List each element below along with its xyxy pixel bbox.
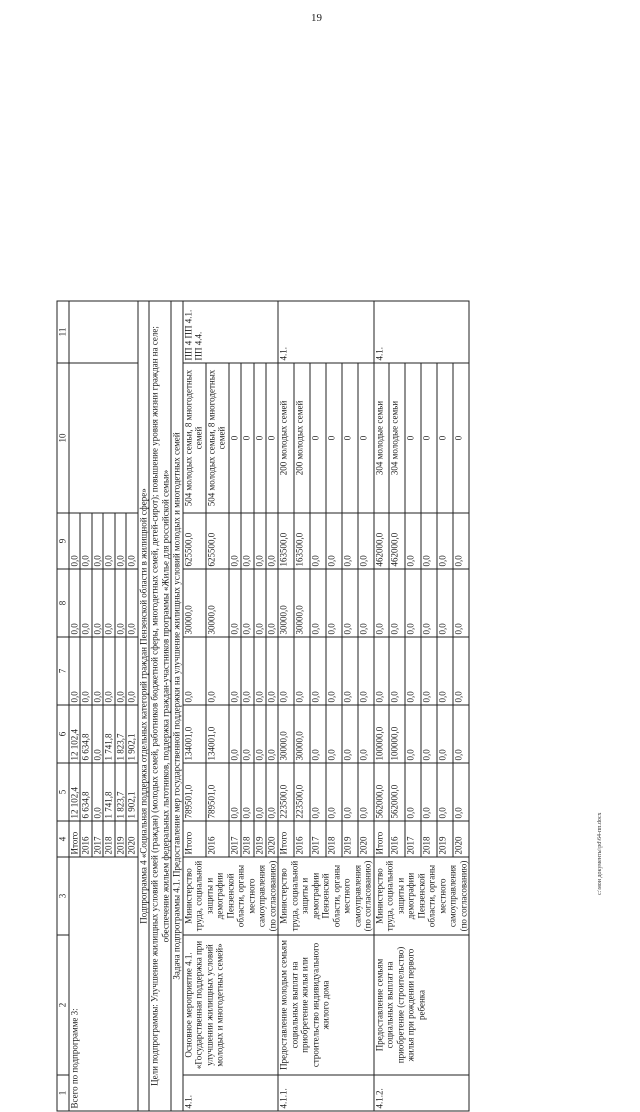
indicator-cell: 0	[310, 363, 326, 513]
table-cell: 0,0	[453, 763, 469, 821]
subprogram-title: Подпрограмма 4 «Социальная поддержка отдельных категорий граждан Пензенской области в жилищной сфере»	[138, 301, 150, 1111]
table-cell: 0,0	[405, 705, 421, 763]
table-cell: 2016	[80, 821, 92, 857]
header-row	[57, 301, 69, 1111]
table-cell: 0,0	[326, 763, 342, 821]
table-cell: 0,0	[437, 705, 453, 763]
table-cell: Итого	[183, 821, 206, 857]
total-label: Всего по подпрограмме 3:	[69, 857, 138, 1111]
table-cell: 0,0	[254, 637, 266, 705]
table-cell: 0,0	[254, 705, 266, 763]
indicator-cell: 0	[358, 363, 374, 513]
table-cell: 0,0	[254, 569, 266, 637]
table-cell: 0,0	[453, 569, 469, 637]
table-cell: 2016	[206, 821, 229, 857]
table-cell: 0,0	[421, 513, 437, 569]
table-row	[183, 301, 206, 1111]
item-executor: Министерство труда, социальной защиты и демографии Пензенской области, органы местного самоуправления (по согласованию)	[278, 857, 374, 935]
table-cell: 789501,0	[183, 763, 206, 821]
section-row	[138, 301, 150, 1111]
table-cell: 0,0	[294, 637, 310, 705]
table-cell: 0,0	[266, 763, 278, 821]
table-cell: 0,0	[358, 513, 374, 569]
table-cell: 0,0	[80, 513, 92, 569]
empty-cell	[69, 363, 138, 513]
item-reference: 4.1.	[278, 301, 374, 363]
table-cell: 2019	[342, 821, 358, 857]
table-cell: 223500,0	[278, 763, 294, 821]
table-cell: 0,0	[115, 569, 127, 637]
table-cell: 2020	[126, 821, 138, 857]
table-cell: 0,0	[326, 637, 342, 705]
table-cell: 2018	[326, 821, 342, 857]
table-cell: 2016	[389, 821, 405, 857]
table-cell: 2017	[92, 821, 104, 857]
indicator-cell: 0	[241, 363, 253, 513]
table-cell: 0,0	[266, 569, 278, 637]
table-cell: 2019	[115, 821, 127, 857]
subprogram-goals: Цели подпрограммы: Улучшение жилищных условий семей (граждан) (молодых семей, работников бюджетной сферы, многодетных семей, детей-сирот); повышение уровня жизни граждан на селе; обеспечение жильем федеральных льготников, поддержка граждан-участников программы «Жилье для российской семьи»	[149, 301, 171, 1111]
indicator-cell: 0	[421, 363, 437, 513]
table-cell: 0,0	[421, 763, 437, 821]
table-cell: Итого	[374, 821, 390, 857]
table-cell: Итого	[278, 821, 294, 857]
table-cell: 0,0	[254, 763, 266, 821]
table-cell: 0,0	[342, 569, 358, 637]
table-cell: 0,0	[80, 637, 92, 705]
table-cell: 2017	[310, 821, 326, 857]
table-cell: 0,0	[405, 637, 421, 705]
table-cell: 0,0	[266, 513, 278, 569]
table-cell: 0,0	[241, 637, 253, 705]
item-name: Основное мероприятие 4.1. «Государственная поддержка при улучшении жилищных условий молодых и многодетных семей»	[183, 935, 279, 1075]
indicator-cell: 304 молодые семьи	[374, 363, 390, 513]
indicator-cell: 0	[254, 363, 266, 513]
table-cell: 0,0	[92, 705, 104, 763]
table-cell: 0,0	[126, 569, 138, 637]
column-header: 11	[57, 301, 69, 363]
table-body	[57, 301, 469, 1111]
page-number: 19	[311, 12, 322, 24]
empty-cell	[69, 301, 138, 363]
table-cell: 0,0	[241, 705, 253, 763]
table-cell: 0,0	[92, 637, 104, 705]
indicator-cell: 0	[453, 363, 469, 513]
table-cell: 12 102,4	[69, 763, 81, 821]
table-cell: 0,0	[342, 513, 358, 569]
table-cell: 30000,0	[278, 705, 294, 763]
table-cell: 2017	[229, 821, 241, 857]
table-cell: 2020	[266, 821, 278, 857]
table-cell: 30000,0	[206, 569, 229, 637]
column-header: 10	[57, 363, 69, 513]
table-cell: 0,0	[69, 513, 81, 569]
table-cell: 0,0	[342, 637, 358, 705]
table-cell: 0,0	[241, 569, 253, 637]
table-cell: 30000,0	[294, 705, 310, 763]
table-cell: 2020	[358, 821, 374, 857]
table-cell: 0,0	[310, 763, 326, 821]
table-cell: 1 823,7	[115, 763, 127, 821]
indicator-cell: 200 молодых семей	[294, 363, 310, 513]
table-cell: 2019	[254, 821, 266, 857]
table-cell: 0,0	[92, 569, 104, 637]
item-name: Предоставление молодым семьям социальных выплат на приобретение жилья или строительство индивидуального жилого дома	[278, 935, 374, 1075]
table-cell: 0,0	[358, 569, 374, 637]
item-number: 4.1.1.	[278, 1075, 374, 1111]
section-row	[171, 301, 183, 1111]
table-cell: 6 634,8	[80, 705, 92, 763]
table-cell: 0,0	[405, 513, 421, 569]
table-cell: 0,0	[405, 569, 421, 637]
table-cell: 0,0	[183, 637, 206, 705]
table-row	[69, 301, 81, 1111]
indicator-cell: 0	[229, 363, 241, 513]
table-cell: 462000,0	[374, 513, 390, 569]
column-header: 4	[57, 821, 69, 857]
column-header: 9	[57, 513, 69, 569]
table-cell: 2016	[294, 821, 310, 857]
table-cell: 163500,0	[294, 513, 310, 569]
table-cell: 625500,0	[206, 513, 229, 569]
table-cell: 0,0	[69, 569, 81, 637]
table-cell: 789501,0	[206, 763, 229, 821]
item-reference: ПП 4 ПП 4.1. ПП 4.4.	[183, 301, 279, 363]
table-cell: 2018	[103, 821, 115, 857]
table-cell: 1 902,1	[126, 763, 138, 821]
table-cell: 30000,0	[294, 569, 310, 637]
table-cell: 0,0	[92, 763, 104, 821]
budget-table-sheet	[57, 302, 640, 1112]
table-cell: 0,0	[453, 513, 469, 569]
table-cell: 0,0	[453, 637, 469, 705]
table-cell: 0,0	[421, 637, 437, 705]
table-cell: 0,0	[266, 637, 278, 705]
table-cell: 0,0	[310, 637, 326, 705]
table-cell: 0,0	[229, 637, 241, 705]
table-cell: 562000,0	[374, 763, 390, 821]
section-row	[149, 301, 171, 1111]
table-cell: 0,0	[310, 705, 326, 763]
item-number: 4.1.	[183, 1075, 279, 1111]
table-cell: 0,0	[103, 637, 115, 705]
table-cell: 562000,0	[389, 763, 405, 821]
table-cell: 6 634,8	[80, 763, 92, 821]
item-executor: Министерство труда, социальной защиты и демографии Пензенской области, органы местного самоуправления (по согласованию)	[183, 857, 279, 935]
table-cell: 12 102,4	[69, 705, 81, 763]
table-cell: 0,0	[69, 637, 81, 705]
table-cell: 0,0	[437, 513, 453, 569]
table-cell: 0,0	[374, 637, 390, 705]
table-cell: 0,0	[342, 763, 358, 821]
table-cell: 134001,0	[183, 705, 206, 763]
table-cell: 0,0	[453, 705, 469, 763]
table-cell: 0,0	[326, 569, 342, 637]
column-header: 8	[57, 569, 69, 637]
table-cell: 100000,0	[374, 705, 390, 763]
table-cell: 1 741,8	[103, 705, 115, 763]
column-header: 1	[57, 1075, 69, 1111]
item-reference: 4.1.	[374, 301, 470, 363]
indicator-cell: 0	[342, 363, 358, 513]
table-cell: 2020	[453, 821, 469, 857]
indicator-cell: 0	[326, 363, 342, 513]
table-cell: 0,0	[266, 705, 278, 763]
indicator-cell: 504 молодых семьи, 8 многодетных семей	[206, 363, 229, 513]
item-name: Предоставление семьям социальных выплат на приобретение (строительство) жилья при рождении первого ребенка	[374, 935, 470, 1075]
table-cell: 2019	[437, 821, 453, 857]
table-cell: 0,0	[358, 763, 374, 821]
table-cell: 0,0	[358, 637, 374, 705]
table-cell: 0,0	[229, 569, 241, 637]
table-cell: 0,0	[206, 637, 229, 705]
table-cell: 0,0	[241, 763, 253, 821]
table-cell: 0,0	[326, 705, 342, 763]
indicator-cell: 0	[437, 363, 453, 513]
table-cell: 0,0	[126, 513, 138, 569]
table-cell: 0,0	[437, 763, 453, 821]
indicator-cell: 304 молодые семьи	[389, 363, 405, 513]
table-cell: 0,0	[342, 705, 358, 763]
table-row	[278, 301, 294, 1111]
table-cell: 0,0	[241, 513, 253, 569]
table-cell: 0,0	[310, 513, 326, 569]
table-cell: 0,0	[115, 637, 127, 705]
table-cell: 0,0	[80, 569, 92, 637]
table-cell: 0,0	[421, 569, 437, 637]
table-cell: 0,0	[229, 763, 241, 821]
table-cell: 0,0	[437, 637, 453, 705]
budget-table	[57, 301, 470, 1112]
column-header: 2	[57, 935, 69, 1075]
table-cell: 134001,0	[206, 705, 229, 763]
table-cell: 2018	[421, 821, 437, 857]
item-executor: Министерство труда, социальной защиты и демографии Пензенской области, органы местного самоуправления (по согласованию)	[374, 857, 470, 935]
table-cell: 0,0	[405, 763, 421, 821]
table-cell: 0,0	[115, 513, 127, 569]
table-cell: Итого	[69, 821, 81, 857]
table-cell: 30000,0	[183, 569, 206, 637]
table-cell: 0,0	[229, 513, 241, 569]
table-cell: 0,0	[310, 569, 326, 637]
table-cell: 0,0	[389, 569, 405, 637]
footer-path: c:\мои документы\pd\64-пп.docx	[597, 835, 609, 895]
table-cell: 0,0	[126, 637, 138, 705]
table-cell: 0,0	[421, 705, 437, 763]
table-cell: 2018	[241, 821, 253, 857]
table-cell: 1 823,7	[115, 705, 127, 763]
indicator-cell: 0	[405, 363, 421, 513]
table-cell: 0,0	[254, 513, 266, 569]
table-cell: 0,0	[92, 513, 104, 569]
table-cell: 223500,0	[294, 763, 310, 821]
table-cell: 100000,0	[389, 705, 405, 763]
table-cell: 0,0	[389, 637, 405, 705]
table-cell: 1 902,1	[126, 705, 138, 763]
column-header: 5	[57, 763, 69, 821]
column-header: 3	[57, 857, 69, 935]
subprogram-task: Задача подпрограммы 4.1. Предоставление мер государственной поддержки на улучшение жилищных условий молодых и многодетных семей	[171, 301, 183, 1111]
table-cell: 1 741,8	[103, 763, 115, 821]
table-cell: 0,0	[103, 569, 115, 637]
table-cell: 163500,0	[278, 513, 294, 569]
table-cell: 0,0	[437, 569, 453, 637]
column-header: 6	[57, 705, 69, 763]
item-number: 4.1.2.	[374, 1075, 470, 1111]
table-cell: 625500,0	[183, 513, 206, 569]
table-cell: 2017	[405, 821, 421, 857]
table-cell: 0,0	[278, 637, 294, 705]
table-cell: 30000,0	[278, 569, 294, 637]
indicator-cell: 0	[266, 363, 278, 513]
table-cell: 462000,0	[389, 513, 405, 569]
table-cell: 0,0	[103, 513, 115, 569]
indicator-cell: 504 молодых семьи, 8 многодетных семей	[183, 363, 206, 513]
table-row	[374, 301, 390, 1111]
table-cell: 0,0	[358, 705, 374, 763]
indicator-cell: 200 молодых семей	[278, 363, 294, 513]
table-cell: 0,0	[229, 705, 241, 763]
column-header: 7	[57, 637, 69, 705]
table-cell: 0,0	[374, 569, 390, 637]
table-cell: 0,0	[326, 513, 342, 569]
